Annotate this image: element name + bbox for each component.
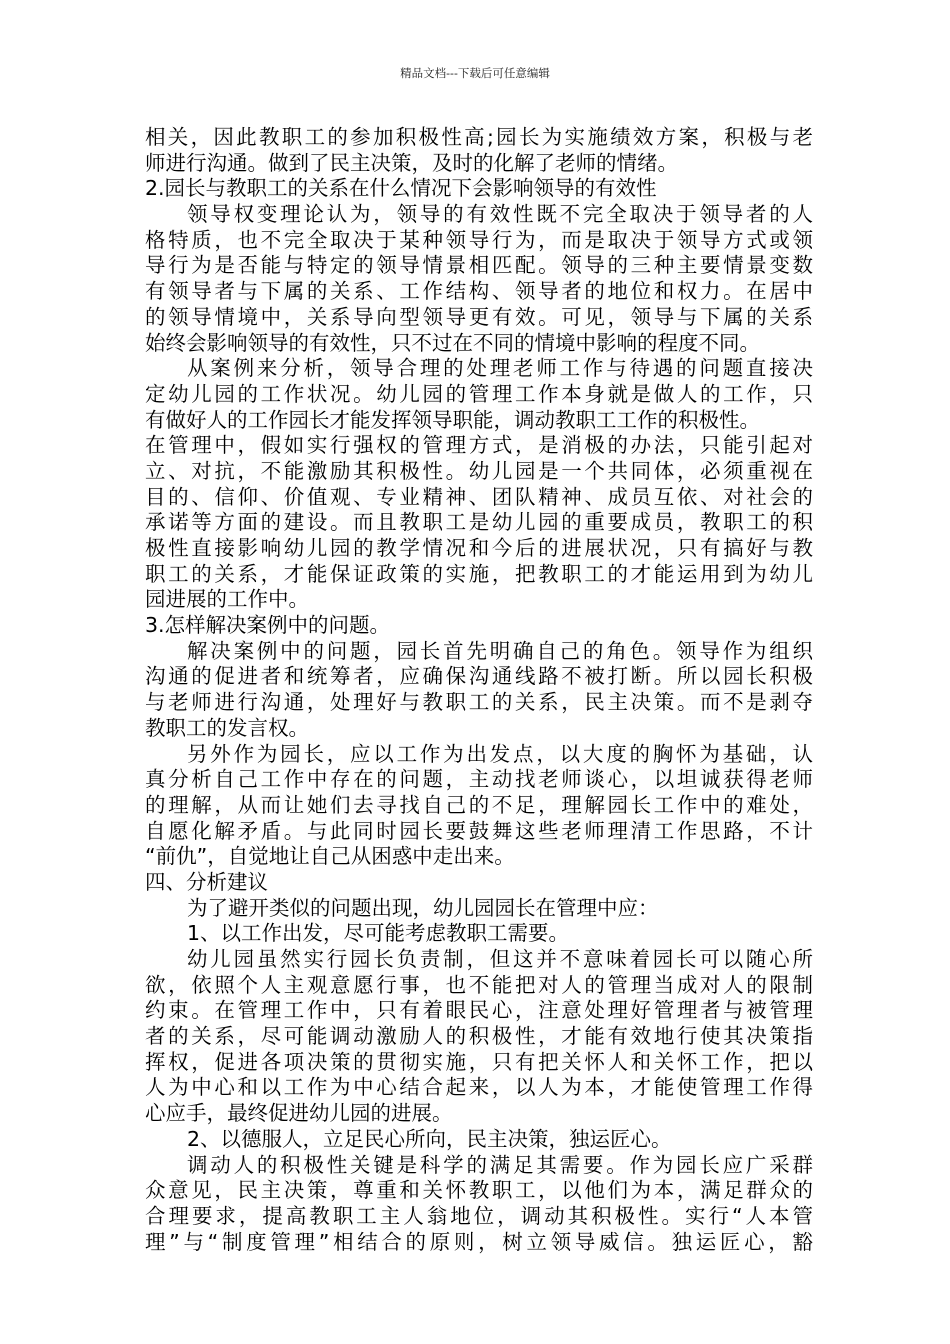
text-line: 沟通的促进者和统筹者，应确保沟通线路不被打断。所以园长积极 xyxy=(145,664,813,689)
text-line: 调动人的积极性关键是科学的满足其需要。作为园长应广采群 xyxy=(187,1152,813,1177)
section-heading: 2.园长与教职工的关系在什么情况下会影响领导的有效性 xyxy=(145,176,657,201)
section-heading: 3.怎样解决案例中的问题。 xyxy=(145,613,391,638)
text-line: 真分析自己工作中存在的问题，主动找老师谈心，以坦诚获得老师 xyxy=(145,767,813,792)
text-line: 合理要求，提高教职工主人翁地位，调动其积极性。实行“人本管 xyxy=(145,1203,813,1228)
text-line: 从案例来分析，领导合理的处理老师工作与待遇的问题直接决 xyxy=(187,356,813,381)
text-line: 有做好人的工作园长才能发挥领导职能，调动教职工工作的积极性。 xyxy=(145,407,760,432)
text-line: 心应手，最终促进幼儿园的进展。 xyxy=(145,1101,453,1126)
text-line: 与老师进行沟通，处理好与教职工的关系，民主决策。而不是剥夺 xyxy=(145,690,813,715)
text-line: 职工的关系，才能保证政策的实施，把教职工的才能运用到为幼儿 xyxy=(145,561,813,586)
text-line: 者的关系，尽可能调动激励人的积极性，才能有效地行使其决策指 xyxy=(145,1024,813,1049)
subsection-heading: 1、以工作出发，尽可能考虑教职工需要。 xyxy=(187,921,570,946)
text-line: “前仇”，自觉地让自己从困惑中走出来。 xyxy=(145,844,515,869)
text-line: 幼儿园虽然实行园长负责制，但这并不意味着园长可以随心所 xyxy=(187,947,813,971)
text-line: 导行为是否能与特定的领导情景相匹配。领导的三种主要情景变数 xyxy=(145,253,813,278)
text-line: 定幼儿园的工作状况。幼儿园的管理工作本身就是做人的工作，只 xyxy=(145,381,813,406)
text-line: 格特质，也不完全取决于某种领导行为，而是取决于领导方式或领 xyxy=(145,227,813,252)
text-line: 目的、信仰、价值观、专业精神、团队精神、成员互依、对社会的 xyxy=(145,484,813,509)
text-line: 自愿化解矛盾。与此同时园长要鼓舞这些老师理清工作思路，不计 xyxy=(145,818,813,843)
text-line: 始终会影响领导的有效性，只不过在不同的情境中影响的程度不同。 xyxy=(145,330,760,355)
text-line: 理”与“制度管理”相结合的原则，树立领导威信。独运匠心，豁 xyxy=(145,1229,813,1254)
text-line: 为了避开类似的问题出现，幼儿园园长在管理中应： xyxy=(187,895,659,920)
section-heading: 四、分析建议 xyxy=(145,869,268,894)
text-line: 约束。在管理工作中，只有着眼民心，注意处理好管理者与被管理 xyxy=(145,998,813,1023)
text-line: 在管理中，假如实行强权的管理方式，是消极的办法，只能引起对 xyxy=(145,433,813,458)
text-line: 立、对抗，不能激励其积极性。幼儿园是一个共同体，必须重视在 xyxy=(145,458,813,483)
text-line: 众意见，民主决策，尊重和关怀教职工，以他们为本，满足群众的 xyxy=(145,1178,813,1203)
text-line: 极性直接影响幼儿园的教学情况和今后的进展状况，只有搞好与教 xyxy=(145,536,813,560)
text-line: 另外作为园长，应以工作为出发点，以大度的胸怀为基础，认 xyxy=(187,741,813,766)
text-line: 相关，因此教职工的参加积极性高;园长为实施绩效方案，积极与老 xyxy=(145,125,813,149)
text-line: 解决案例中的问题，园长首先明确自己的角色。领导作为组织 xyxy=(187,638,813,663)
text-line: 的领导情境中，关系导向型领导更有效。可见，领导与下属的关系 xyxy=(145,304,813,329)
subsection-heading: 2、以德服人，立足民心所向，民主决策，独运匠心。 xyxy=(187,1126,672,1151)
text-line: 领导权变理论认为，领导的有效性既不完全取决于领导者的人 xyxy=(187,202,813,227)
text-line: 欲，依照个人主观意愿行事，也不能把对人的管理当成对人的限制 xyxy=(145,972,813,997)
text-line: 教职工的发言权。 xyxy=(145,715,309,740)
text-line: 师进行沟通。做到了民主决策，及时的化解了老师的情绪。 xyxy=(145,150,678,175)
text-line: 园进展的工作中。 xyxy=(145,587,309,612)
text-line: 挥权，促进各项决策的贯彻实施，只有把关怀人和关怀工作，把以 xyxy=(145,1049,813,1074)
text-line: 有领导者与下属的关系、工作结构、领导者的地位和权力。在居中 xyxy=(145,279,813,304)
text-line: 的理解，从而让她们去寻找自己的不足，理解园长工作中的难处， xyxy=(145,792,813,817)
text-line: 承诺等方面的建设。而且教职工是幼儿园的重要成员，教职工的积 xyxy=(145,510,813,535)
document-body xyxy=(145,125,813,1255)
text-line: 人为中心和以工作为中心结合起来，以人为本，才能使管理工作得 xyxy=(145,1075,813,1100)
page-header: 精品文档---下载后可任意编辑 xyxy=(400,66,550,80)
